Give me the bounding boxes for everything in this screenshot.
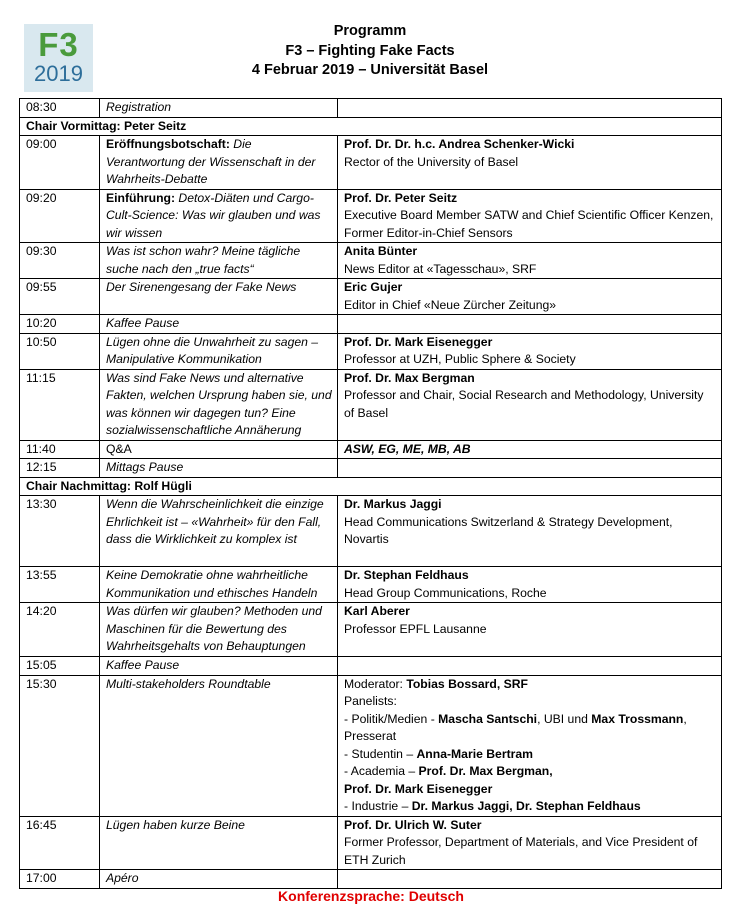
topic-cell: [100, 136, 338, 190]
time-cell: 08:30: [20, 99, 100, 118]
panelists-label: Panelists:: [344, 694, 397, 708]
panelist-group: - Industrie –: [344, 799, 412, 813]
topic-cell: Lügen ohne die Unwahrheit zu sagen – Manipulative Kommunikation: [100, 333, 338, 369]
speaker-name: Karl Aberer: [344, 604, 410, 618]
panelist-line: [344, 746, 716, 764]
event-date: 4 Februar 2019 – Universität Basel: [251, 62, 489, 78]
speaker-cell: [338, 657, 722, 676]
topic-cell: Kaffee Pause: [100, 657, 338, 676]
speaker-cell: [338, 870, 722, 889]
speaker-cell: [338, 496, 722, 567]
table-row: [20, 243, 722, 279]
topic-cell: Lügen haben kurze Beine: [100, 816, 338, 870]
program-table: [19, 98, 722, 889]
topic-cell: Q&A: [100, 440, 338, 459]
speaker-role: Professor EPFL Lausanne: [344, 621, 487, 636]
speaker-cell: [338, 567, 722, 603]
table-row: [20, 459, 722, 478]
speaker-name: Dr. Stephan Feldhaus: [344, 568, 469, 582]
time-cell: 13:55: [20, 567, 100, 603]
table-row: [20, 279, 722, 315]
speaker-cell: [338, 675, 722, 816]
speaker-cell: [338, 279, 722, 315]
topic-cell: Mittags Pause: [100, 459, 338, 478]
moderator-name: Tobias Bossard, SRF: [406, 676, 528, 691]
speaker-cell: [338, 99, 722, 118]
panelist-line: [344, 763, 716, 781]
panelist-name: Dr. Markus Jaggi, Dr. Stephan Feldhaus: [411, 799, 641, 813]
speaker-role: Head Group Communications, Roche: [344, 585, 547, 600]
table-row: [20, 315, 722, 334]
time-cell: 10:50: [20, 333, 100, 369]
speaker-role: Professor and Chair, Social Research and Methodology, University of Basel: [344, 388, 704, 420]
chair-row: [20, 117, 722, 136]
table-row: [20, 816, 722, 870]
time-cell: 09:55: [20, 279, 100, 315]
topic-cell: Wenn die Wahrscheinlichkeit die einzige Ehrlichkeit ist – «Wahrheit» für den Fall, dass die Wirklichkeit zu komplex ist: [100, 496, 338, 567]
topic-text: Detox-Diäten und Cargo-Cult-Science: Was wir glauben und was wir wissen: [106, 190, 321, 240]
table-row: [20, 136, 722, 190]
time-cell: 15:30: [20, 675, 100, 816]
speaker-cell: [338, 333, 722, 369]
panelist-line: [344, 798, 716, 816]
time-cell: 15:05: [20, 657, 100, 676]
speaker-role: Former Professor, Department of Materials, and Vice President of ETH Zurich: [344, 835, 698, 867]
speaker-name: Prof. Dr. Mark Eisenegger: [344, 334, 493, 349]
table-row: [20, 675, 722, 816]
topic-cell: Registration: [100, 99, 338, 118]
time-cell: 11:40: [20, 440, 100, 459]
topic-label: Eröffnungsbotschaft:: [106, 137, 230, 151]
panelist-group: - Politik/Medien -: [344, 711, 439, 726]
speaker-cell: [338, 189, 722, 243]
logo-f3-text: F3: [38, 26, 79, 63]
speaker-name: Prof. Dr. Dr. h.c. Andrea Schenker-Wicki: [344, 137, 575, 151]
table-row: [20, 603, 722, 657]
topic-cell: Keine Demokratie ohne wahrheitliche Kommunikation und ethisches Handeln: [100, 567, 338, 603]
time-cell: 09:00: [20, 136, 100, 190]
speaker-role: Editor in Chief «Neue Zürcher Zeitung»: [344, 297, 557, 312]
topic-cell: [100, 189, 338, 243]
topic-cell: Was ist schon wahr? Meine tägliche suche nach den „true facts“: [100, 243, 338, 279]
time-cell: 10:20: [20, 315, 100, 334]
time-cell: 13:30: [20, 496, 100, 567]
panelist-group: - Studentin –: [344, 746, 417, 761]
speaker-role: Executive Board Member SATW and Chief Scientific Officer Kenzen, Former Editor-in-Chief Sensors: [344, 208, 714, 240]
speaker-cell: [338, 816, 722, 870]
speaker-name: Anita Bünter: [344, 244, 418, 258]
table-row: [20, 870, 722, 889]
time-cell: 11:15: [20, 369, 100, 440]
topic-text: Die Verantwortung der Wissenschaft in der Wahrheits-Debatte: [106, 137, 316, 186]
topic-cell: Multi-stakeholders Roundtable: [100, 675, 338, 816]
program-title: Programm: [333, 23, 407, 39]
time-cell: 16:45: [20, 816, 100, 870]
moderator-line: [344, 676, 716, 694]
panelist-name: Anna-Marie Bertram: [416, 746, 533, 761]
chair-afternoon: Chair Nachmittag: Rolf Hügli: [20, 477, 722, 496]
topic-cell: Was sind Fake News und alternative Fakten, welchen Ursprung haben sie, und was können wir dagegen tun? Eine sozialwissenschaftliche Annäherung: [100, 369, 338, 440]
time-cell: 17:00: [20, 870, 100, 889]
speaker-role: Head Communications Switzerland & Strategy Development, Novartis: [344, 514, 673, 546]
chair-morning: Chair Vormittag: Peter Seitz: [20, 117, 722, 136]
speaker-cell: [338, 243, 722, 279]
event-name: F3 – Fighting Fake Facts: [285, 42, 455, 59]
speaker-name: Eric Gujer: [344, 280, 403, 294]
panelist-name: Prof. Dr. Max Bergman,: [418, 764, 553, 778]
speaker-cell: [338, 369, 722, 440]
table-row: [20, 333, 722, 369]
topic-label: Einführung:: [106, 190, 176, 205]
speaker-cell: [338, 315, 722, 334]
speaker-role: Professor at UZH, Public Sphere & Society: [344, 352, 576, 366]
speaker-cell: [338, 136, 722, 190]
table-row: [20, 567, 722, 603]
time-cell: 14:20: [20, 603, 100, 657]
panelist-name: Prof. Dr. Mark Eisenegger: [344, 781, 493, 796]
time-cell: 09:30: [20, 243, 100, 279]
topic-cell: Apéro: [100, 870, 338, 889]
speaker-name: Dr. Markus Jaggi: [344, 497, 442, 511]
table-row: [20, 189, 722, 243]
panelist-line: [344, 711, 716, 746]
chair-row: [20, 477, 722, 496]
table-row: [20, 496, 722, 567]
speaker-cell: [338, 603, 722, 657]
speaker-role: News Editor at «Tagesschau», SRF: [344, 261, 537, 276]
topic-cell: Kaffee Pause: [100, 315, 338, 334]
time-cell: 12:15: [20, 459, 100, 478]
program-header: [200, 22, 540, 81]
speaker-name: Prof. Dr. Peter Seitz: [344, 190, 458, 205]
panelist-group: - Academia –: [344, 764, 419, 778]
conference-language-note: Konferenzsprache: Deutsch: [278, 888, 464, 904]
time-cell: 09:20: [20, 189, 100, 243]
speaker-name: Prof. Dr. Max Bergman: [344, 370, 475, 385]
panelist-name: Mascha Santschi: [438, 711, 538, 726]
topic-cell: Der Sirenengesang der Fake News: [100, 279, 338, 315]
topic-cell: Was dürfen wir glauben? Methoden und Maschinen für die Bewertung des Wahrheitsgehalts von Behauptungen: [100, 603, 338, 657]
table-row: [20, 369, 722, 440]
speaker-name: Prof. Dr. Ulrich W. Suter: [344, 817, 482, 832]
speaker-role: Rector of the University of Basel: [344, 154, 519, 169]
table-row: [20, 657, 722, 676]
panelist-name: Max Trossmann: [591, 711, 684, 726]
panelist-affiliation: , Presserat: [344, 711, 687, 743]
speaker-cell: [338, 459, 722, 478]
speaker-cell: ASW, EG, ME, MB, AB: [338, 440, 722, 459]
moderator-label: Moderator:: [344, 676, 407, 691]
table-row: [20, 440, 722, 459]
logo-year-text: 2019: [34, 61, 83, 86]
table-row: [20, 99, 722, 118]
panelist-affiliation: , UBI und: [537, 711, 592, 726]
f3-logo: [24, 24, 93, 92]
